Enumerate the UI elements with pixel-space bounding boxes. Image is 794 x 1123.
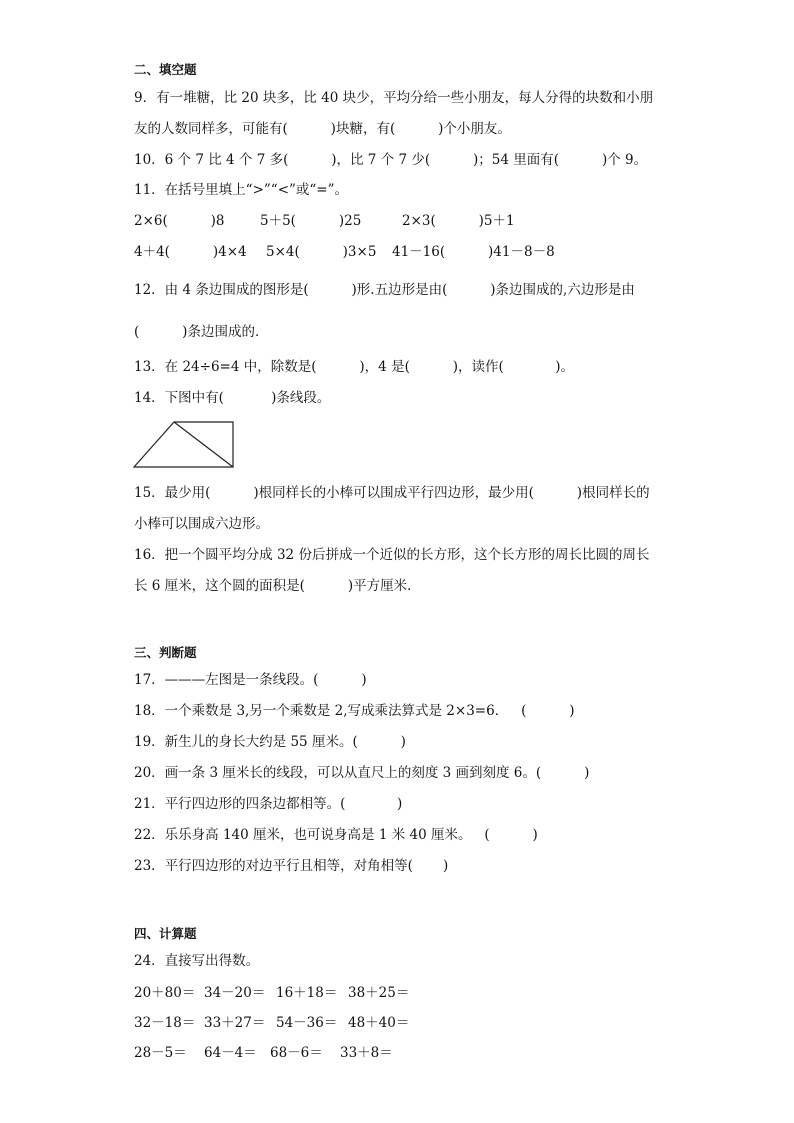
question-22: 22．乐乐身高 140 厘米，也可说身高是 1 米 40 厘米。 ( ) [134,827,538,843]
calc-item: 38＋25＝ [348,985,410,1001]
question-17: 17．———左图是一条线段。( ) [134,672,367,688]
question-23: 23．平行四边形的对边平行且相等，对角相等( ) [134,858,449,874]
question-16-line-2: 长 6 厘米，这个圆的面积是( )平方厘米． [134,578,421,594]
question-12-line-2: ( )条边围成的． [134,324,269,340]
calc-item: 33＋27＝ [204,1015,266,1031]
question-15-line-2: 小棒可以围成六边形。 [134,516,269,532]
question-13: 13．在 24÷6=4 中，除数是( )，4 是( )，读作( )。 [134,359,575,375]
question-18: 18．一个乘数是 3,另一个乘数是 2,写成乘法算式是 2×3=6． ( ) [134,703,575,719]
compare-item-5: 5×4( )3×5 [266,244,377,260]
calc-item: 20＋80＝ [134,985,196,1001]
section-title-calc: 四、计算题 [134,926,197,941]
calc-item: 34－20＝ [204,985,266,1001]
question-11-stem: 11．在括号里填上“>”“<”或“=”。 [134,182,349,198]
compare-item-4: 4＋4( )4×4 [134,244,247,260]
question-21: 21．平行四边形的四条边都相等。( ) [134,796,403,812]
compare-item-6: 41－16( )41－8－8 [392,244,555,260]
compare-item-1: 2×6( )8 [134,213,225,229]
section-title-judge: 三、判断题 [134,645,197,660]
question-9-line-1: 9．有一堆糖，比 20 块多，比 40 块少，平均分给一些小朋友，每人分得的块数和小朋 [134,90,654,106]
calc-item: 64－4＝ [204,1045,257,1061]
question-16-line-1: 16．把一个圆平均分成 32 份后拼成一个近似的长方形，这个长方形的周长比圆的周长 [134,547,650,563]
compare-item-2: 5＋5( )25 [260,213,362,229]
question-14: 14．下图中有( )条线段。 [134,390,331,406]
calc-item: 68－6＝ [270,1045,323,1061]
compare-item-3: 2×3( )5＋1 [402,213,515,229]
question-24-stem: 24．直接写出得数。 [134,953,260,969]
question-10: 10．6 个 7 比 4 个 7 多( )，比 7 个 7 少( )；54 里面有( )个 9。 [134,152,648,168]
calc-item: 16＋18＝ [276,985,338,1001]
question-19: 19．新生儿的身长大约是 55 厘米。( ) [134,734,406,750]
calc-item: 33＋8＝ [340,1045,393,1061]
question-9-line-2: 友的人数同样多，可能有( )块糖，有( )个小朋友。 [134,121,511,137]
question-12-line-1: 12．由 4 条边围成的图形是( )形.五边形是由( )条边围成的,六边形是由 [134,282,635,298]
segment-figure [133,421,235,469]
calc-item: 48＋40＝ [348,1015,410,1031]
calc-item: 28－5＝ [134,1045,187,1061]
question-20: 20．画一条 3 厘米长的线段，可以从直尺上的刻度 3 画到刻度 6。( ) [134,765,590,781]
question-15-line-1: 15．最少用( )根同样长的小棒可以围成平行四边形，最少用( )根同样长的 [134,485,650,501]
calc-item: 32－18＝ [134,1015,196,1031]
calc-item: 54－36＝ [276,1015,338,1031]
section-title-fill-in: 二、填空题 [134,62,197,77]
